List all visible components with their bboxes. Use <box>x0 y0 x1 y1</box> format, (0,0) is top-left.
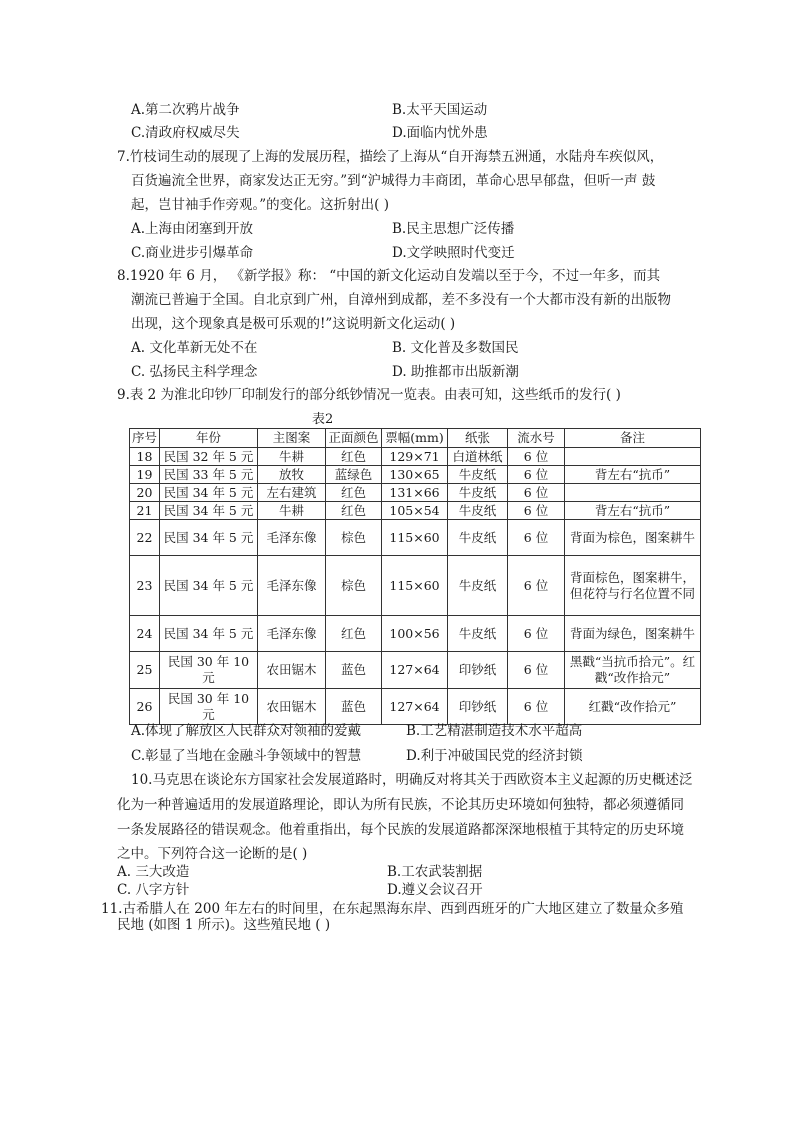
table-cell: 背面为绿色，图案耕牛 <box>565 616 701 652</box>
q7-stem-line-2: 百货遍流全世界，商家发达正无穷。”到“沪城得力丰商团，革命心思早郁盘，但听一声 鼓 <box>131 173 656 189</box>
table-cell: 背面棕色，图案耕牛，但花符与行名位置不同 <box>565 556 701 616</box>
q9-option-b: B.工艺精湛制造技术水平超高 <box>406 723 583 739</box>
table-cell: 蓝绿色 <box>326 466 382 484</box>
q8-option-a: A. 文化革新无处不在 <box>131 340 258 356</box>
q9-option-c: C.彰显了当地在金融斗争领域中的智慧 <box>131 748 362 764</box>
table-cell: 20 <box>130 484 160 502</box>
table-cell: 白道林纸 <box>448 448 508 466</box>
table-cell: 6 位 <box>508 689 565 725</box>
table-cell: 6 位 <box>508 466 565 484</box>
table-cell: 毛泽东像 <box>258 616 326 652</box>
table-cell: 红戳“改作拾元” <box>565 689 701 725</box>
q10-stem-line-3: 一条发展路径的错误观念。他着重指出，每个民族的发展道路都深深地根植于其特定的历史环境 <box>117 822 684 838</box>
q10-option-c: C. 八字方针 <box>117 882 190 898</box>
table-cell <box>565 484 701 502</box>
table-cell: 背左右“抗币” <box>565 502 701 520</box>
q6-option-d: D.面临内忧外患 <box>392 125 488 141</box>
table-cell: 100×56 <box>382 616 448 652</box>
table-cell: 130×65 <box>382 466 448 484</box>
q10-stem-line-2: 化为一种普遍适用的发展道路理论，即认为所有民族，不论其历史环境如何独特，都必须遵循同 <box>117 797 684 813</box>
table-cell: 红色 <box>326 616 382 652</box>
q9-stem-line-1: 9.表 2 为淮北印钞厂印制发行的部分纸钞情况一览表。由表可知，这些纸币的发行( ) <box>117 387 621 403</box>
q7-stem-line-3: 起，岂甘袖手作旁观。”的变化。这折射出( ) <box>131 197 389 213</box>
table-cell: 牛耕 <box>258 448 326 466</box>
header-cell: 纸张 <box>448 429 508 448</box>
table-cell: 民国 34 年 5 元 <box>160 616 258 652</box>
q9-option-a: A.体现了解放区人民群众对领袖的爱戴 <box>131 723 362 739</box>
table-cell: 牛皮纸 <box>448 520 508 556</box>
q8-stem-line-2: 潮流已普遍于全国。自北京到广州，自漳州到成都，差不多没有一个大都市没有新的出版物 <box>131 292 671 308</box>
table-cell: 蓝色 <box>326 689 382 725</box>
table-cell: 民国 34 年 5 元 <box>160 502 258 520</box>
table-row <box>130 448 701 466</box>
table-cell: 牛皮纸 <box>448 616 508 652</box>
table-cell: 6 位 <box>508 520 565 556</box>
header-cell: 主图案 <box>258 429 326 448</box>
q11-stem-line-2: 民地 (如图 1 所示)。这些殖民地 ( ) <box>117 917 331 933</box>
table-cell: 红色 <box>326 502 382 520</box>
q10-stem-line-1: 10.马克思在谈论东方国家社会发展道路时，明确反对将其关于西欧资本主义起源的历史概述泛 <box>131 772 693 788</box>
table-cell: 牛皮纸 <box>448 556 508 616</box>
table-cell: 蓝色 <box>326 652 382 689</box>
table-cell: 22 <box>130 520 160 556</box>
q8-stem-line-1: 8.1920 年 6 月， 《新学报》称： “中国的新文化运动自发端以至于今，不过一年多，而其 <box>117 268 661 284</box>
table-row <box>130 689 701 725</box>
table-cell: 红色 <box>326 484 382 502</box>
q6-option-a: A.第二次鸦片战争 <box>131 102 240 118</box>
q8-option-b: B. 文化普及多数国民 <box>392 340 519 356</box>
table-cell: 民国 32 年 5 元 <box>160 448 258 466</box>
table-cell: 牛皮纸 <box>448 466 508 484</box>
table-cell: 105×54 <box>382 502 448 520</box>
table-cell: 背面为棕色，图案耕牛 <box>565 520 701 556</box>
table-cell: 民国 30 年 10 元 <box>160 652 258 689</box>
q8-option-d: D. 助推都市出版新潮 <box>392 364 519 380</box>
table-cell: 印钞纸 <box>448 689 508 725</box>
q10-option-a: A. 三大改造 <box>117 864 190 880</box>
q7-stem-line-1: 7.竹枝词生动的展现了上海的发展历程，描绘了上海从“自开海禁五洲通，水陆舟车疾似风， <box>117 149 664 165</box>
table-header-row <box>130 429 701 448</box>
banknote-table <box>129 428 701 725</box>
header-cell: 票幅(mm) <box>382 429 448 448</box>
table-cell: 民国 30 年 10 元 <box>160 689 258 725</box>
table-cell: 牛皮纸 <box>448 502 508 520</box>
table-cell: 6 位 <box>508 502 565 520</box>
q7-option-c: C.商业进步引爆革命 <box>131 245 254 261</box>
table-cell: 民国 34 年 5 元 <box>160 520 258 556</box>
table-cell <box>565 448 701 466</box>
table-row <box>130 484 701 502</box>
q10-stem-line-4: 之中。下列符合这一论断的是( ) <box>117 846 308 862</box>
header-cell: 备注 <box>565 429 701 448</box>
table-cell: 23 <box>130 556 160 616</box>
q9-option-d: D.利于冲破国民党的经济封锁 <box>406 748 583 764</box>
table-cell: 背左右“抗币” <box>565 466 701 484</box>
table-cell: 21 <box>130 502 160 520</box>
table-cell: 牛耕 <box>258 502 326 520</box>
q8-option-c: C. 弘扬民主科学理念 <box>131 364 258 380</box>
table-cell: 25 <box>130 652 160 689</box>
table-cell: 18 <box>130 448 160 466</box>
table-caption: 表2 <box>312 412 334 427</box>
q7-option-a: A.上海由闭塞到开放 <box>131 221 254 237</box>
header-cell: 正面颜色 <box>326 429 382 448</box>
q7-option-b: B.民主思想广泛传播 <box>392 221 515 237</box>
table-cell: 毛泽东像 <box>258 556 326 616</box>
table-row <box>130 652 701 689</box>
table-cell: 19 <box>130 466 160 484</box>
table-cell: 民国 34 年 5 元 <box>160 484 258 502</box>
table-cell: 红色 <box>326 448 382 466</box>
table-cell: 民国 34 年 5 元 <box>160 556 258 616</box>
table-cell: 26 <box>130 689 160 725</box>
table-row <box>130 502 701 520</box>
table-cell: 6 位 <box>508 448 565 466</box>
q7-option-d: D.文学映照时代变迁 <box>392 245 515 261</box>
table-cell: 6 位 <box>508 652 565 689</box>
q10-option-d: D.遵义会议召开 <box>387 882 483 898</box>
table-row <box>130 556 701 616</box>
table-row <box>130 616 701 652</box>
q10-option-b: B.工农武装割据 <box>387 864 483 880</box>
table-cell: 131×66 <box>382 484 448 502</box>
table-cell: 6 位 <box>508 616 565 652</box>
header-cell: 序号 <box>130 429 160 448</box>
q8-stem-line-3: 出现，这个现象真是极可乐观的!”这说明新文化运动( ) <box>131 316 456 332</box>
table-cell: 印钞纸 <box>448 652 508 689</box>
table-cell: 民国 33 年 5 元 <box>160 466 258 484</box>
table-row <box>130 520 701 556</box>
q6-option-c: C.清政府权威尽失 <box>131 125 240 141</box>
header-cell: 流水号 <box>508 429 565 448</box>
table-cell: 115×60 <box>382 556 448 616</box>
table-cell: 左右建筑 <box>258 484 326 502</box>
table-row <box>130 466 701 484</box>
table-cell: 127×64 <box>382 652 448 689</box>
header-cell: 年份 <box>160 429 258 448</box>
q11-stem-line-1: 11.古希腊人在 200 年左右的时间里，在东起黑海东岸、西到西班牙的广大地区建立了数量众多殖 <box>101 901 684 917</box>
table-cell: 农田锯木 <box>258 652 326 689</box>
table-cell: 127×64 <box>382 689 448 725</box>
table-cell: 6 位 <box>508 556 565 616</box>
table-cell: 农田锯木 <box>258 689 326 725</box>
table-cell: 129×71 <box>382 448 448 466</box>
table-cell: 毛泽东像 <box>258 520 326 556</box>
table-cell: 棕色 <box>326 556 382 616</box>
table-cell: 放牧 <box>258 466 326 484</box>
table-cell: 黑戳“当抗币拾元”。红戳“改作拾元” <box>565 652 701 689</box>
table-cell: 115×60 <box>382 520 448 556</box>
q6-option-b: B.太平天国运动 <box>392 102 488 118</box>
table-cell: 6 位 <box>508 484 565 502</box>
table-cell: 牛皮纸 <box>448 484 508 502</box>
table-cell: 棕色 <box>326 520 382 556</box>
table-cell: 24 <box>130 616 160 652</box>
